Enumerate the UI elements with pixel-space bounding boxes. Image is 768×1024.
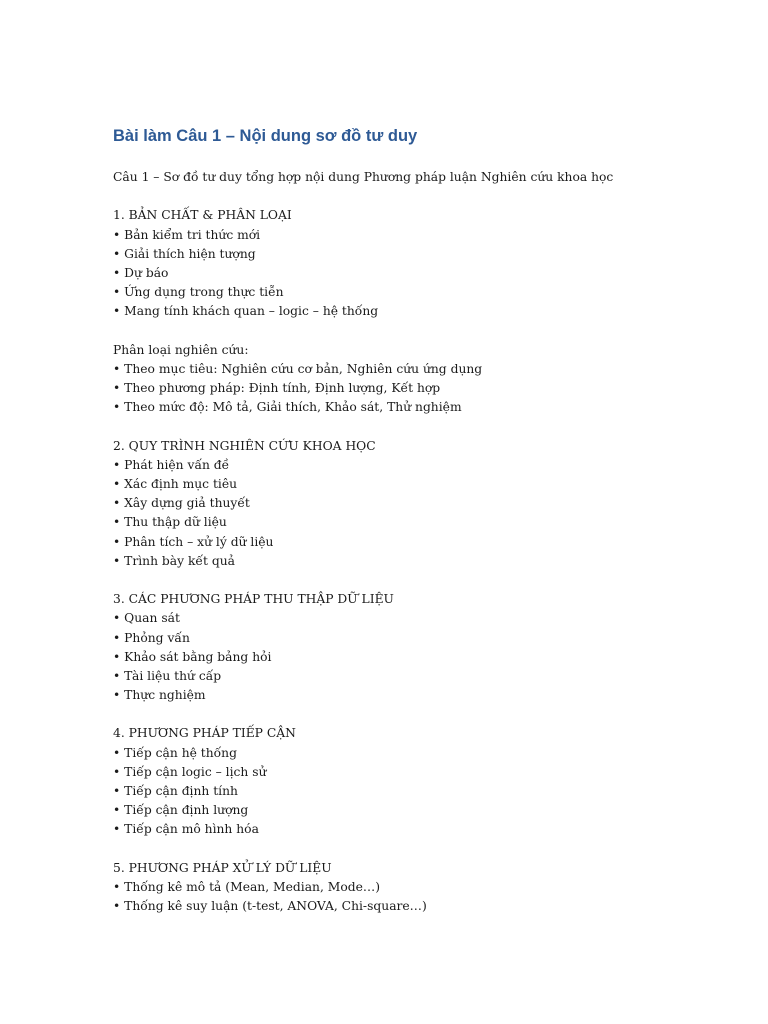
list-item: • Trình bày kết quả [113,553,235,568]
section-quy-trinh [113,437,733,571]
section-title: 3. CÁC PHƯƠNG PHÁP THU THẬP DỮ LIỆU [113,592,394,607]
list-item: • Khảo sát bằng bảng hỏi [113,649,272,664]
section-xu-ly [113,859,733,917]
section-thu-thap [113,590,733,705]
section-ban-chat [113,206,733,321]
list-item: • Giải thích hiện tượng [113,246,256,261]
list-item: • Tiếp cận logic – lịch sử [113,764,267,779]
section-title: 5. PHƯƠNG PHÁP XỬ LÝ DỮ LIỆU [113,860,332,875]
list-item: • Thống kê suy luận (t-test, ANOVA, Chi-square…) [113,899,427,914]
list-item: • Thực nghiệm [113,688,206,703]
list-item: • Phân tích – xử lý dữ liệu [113,534,274,549]
list-item: • Xây dựng giả thuyết [113,496,250,511]
list-item: • Tài liệu thứ cấp [113,668,222,683]
list-item: • Thống kê mô tả (Mean, Median, Mode…) [113,879,381,894]
list-item: • Phát hiện vấn đề [113,457,230,472]
list-item: • Thu thập dữ liệu [113,515,227,530]
list-item: • Ứng dụng trong thực tiễn [113,285,284,300]
section-title: 1. BẢN CHẤT & PHÂN LOẠI [113,208,292,223]
list-item: • Tiếp cận định tính [113,784,238,798]
section-phan-loai [113,341,733,418]
document-content [113,124,733,916]
section-title: 4. PHƯƠNG PHÁP TIẾP CẬN [113,726,296,741]
list-item: • Xác định mục tiêu [113,477,238,491]
list-item: • Tiếp cận hệ thống [113,745,237,760]
list-item: • Phỏng vấn [113,630,190,645]
section-title: Phân loại nghiên cứu: [113,342,249,357]
list-item: • Mang tính khách quan – logic – hệ thống [113,304,379,319]
list-item: • Bản kiểm tri thức mới [113,227,261,242]
document-intro: Câu 1 – Sơ đồ tư duy tổng hợp nội dung Phương pháp luận Nghiên cứu khoa học [113,170,614,184]
document-heading: Bài làm Câu 1 – Nội dung sơ đồ tư duy [113,127,418,145]
list-item: • Tiếp cận định lượng [113,803,249,818]
list-item: • Dự báo [113,265,169,280]
list-item: • Quan sát [113,611,180,626]
list-item: • Theo mức độ: Mô tả, Giải thích, Khảo sát, Thử nghiệm [113,400,462,415]
list-item: • Theo phương pháp: Định tính, Định lượng, Kết hợp [113,381,441,396]
list-item: • Tiếp cận mô hình hóa [113,822,259,837]
section-title: 2. QUY TRÌNH NGHIÊN CỨU KHOA HỌC [113,438,376,453]
section-tiep-can [113,724,733,839]
list-item: • Theo mục tiêu: Nghiên cứu cơ bản, Nghiên cứu ứng dụng [113,361,483,376]
